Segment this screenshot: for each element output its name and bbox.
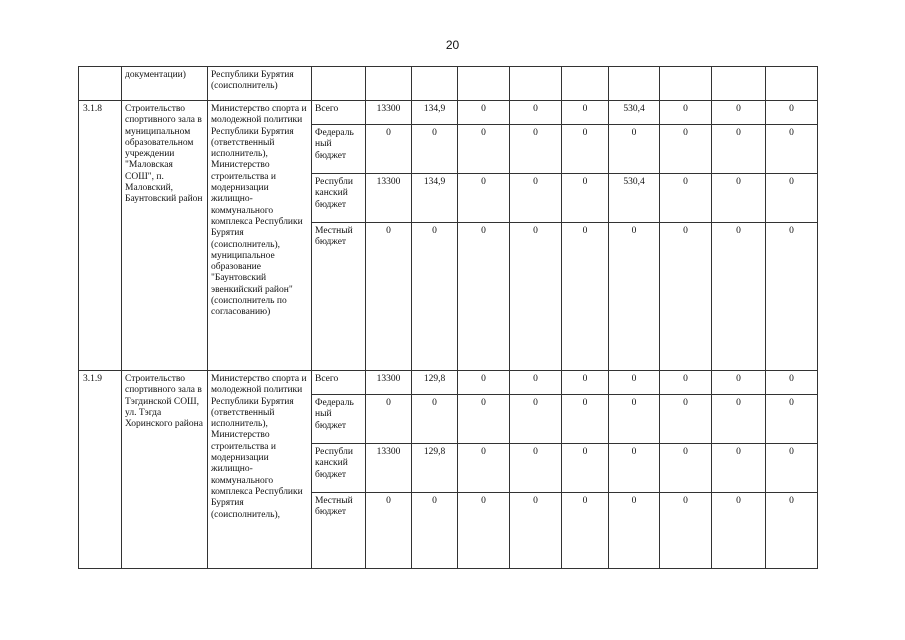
value-cell: 0 — [366, 493, 412, 569]
value-cell: 0 — [660, 444, 712, 493]
value-cell: 13300 — [366, 371, 412, 395]
value-cell: 530,4 — [609, 174, 660, 223]
value-cell: 0 — [412, 395, 458, 444]
value-cell: 0 — [510, 101, 562, 125]
value-cell: 134,9 — [412, 101, 458, 125]
value-cell: 0 — [609, 493, 660, 569]
measure-code: 3.1.9 — [79, 371, 122, 569]
executor-cell: Республики Бурятия (соисполнитель) — [208, 67, 312, 101]
code-cell — [79, 67, 122, 101]
value-cell: 0 — [510, 223, 562, 371]
value-cell: 0 — [412, 493, 458, 569]
value-cell: 0 — [458, 125, 510, 174]
value-cell: 0 — [562, 493, 609, 569]
value-cell: 0 — [562, 101, 609, 125]
value-cell: 0 — [562, 174, 609, 223]
value-cell: 0 — [458, 371, 510, 395]
value-cell: 0 — [712, 371, 766, 395]
value-cell: 0 — [510, 493, 562, 569]
measure-name: Строительство спортивного зала в муниципальном образовательном учреждении "Маловская СОШ", п. Маловский, Баунтовский район — [122, 101, 208, 371]
table-row-continuation — [79, 67, 818, 101]
value-cell: 0 — [766, 223, 818, 371]
value-cell: 0 — [660, 223, 712, 371]
measure-executor: Министерство спорта и молодежной политики Республики Бурятия (ответственный исполнитель), Министерство строительства и модернизации жилищно-коммунального комплекса Республики Бурятия (соисполнитель), муниципальное образование "Баунтовский эвенкийский район" (соисполнитель по согласованию) — [208, 101, 312, 371]
value-cell: 0 — [766, 174, 818, 223]
value-cell: 0 — [510, 174, 562, 223]
value-cell: 0 — [562, 125, 609, 174]
value-cell: 0 — [458, 101, 510, 125]
name-cell: документации) — [122, 67, 208, 101]
value-cell: 129,8 — [412, 371, 458, 395]
value-cell: 0 — [660, 174, 712, 223]
value-cell: 0 — [562, 371, 609, 395]
table-row — [79, 371, 818, 395]
value-cell: 0 — [766, 371, 818, 395]
source-label: Федераль ный бюджет — [312, 125, 366, 174]
value-cell: 0 — [412, 223, 458, 371]
value-cell: 0 — [510, 125, 562, 174]
value-cell: 0 — [712, 395, 766, 444]
source-label: Всего — [312, 101, 366, 125]
value-cell: 129,8 — [412, 444, 458, 493]
measure-name: Строительство спортивного зала в Тэгдинской СОШ, ул. Тэгда Хоринского района — [122, 371, 208, 569]
value-cell: 0 — [609, 125, 660, 174]
value-cell: 13300 — [366, 174, 412, 223]
value-cell: 13300 — [366, 101, 412, 125]
table-row — [79, 101, 818, 125]
value-cell: 0 — [660, 101, 712, 125]
value-cell: 0 — [458, 223, 510, 371]
value-cell: 0 — [562, 223, 609, 371]
value-cell: 0 — [510, 444, 562, 493]
value-cell: 0 — [458, 395, 510, 444]
value-cell: 0 — [766, 493, 818, 569]
source-label: Республи канский бюджет — [312, 174, 366, 223]
value-cell: 0 — [609, 371, 660, 395]
value-cell: 0 — [660, 493, 712, 569]
value-cell: 0 — [366, 223, 412, 371]
value-cell: 0 — [458, 174, 510, 223]
value-cell: 0 — [660, 395, 712, 444]
value-cell: 0 — [660, 125, 712, 174]
value-cell: 0 — [510, 371, 562, 395]
value-cell: 0 — [562, 395, 609, 444]
value-cell: 0 — [366, 395, 412, 444]
value-cell: 0 — [412, 125, 458, 174]
value-cell: 134,9 — [412, 174, 458, 223]
value-cell: 0 — [712, 493, 766, 569]
value-cell: 0 — [609, 395, 660, 444]
value-cell: 0 — [766, 395, 818, 444]
source-label: Федераль ный бюджет — [312, 395, 366, 444]
measure-code: 3.1.8 — [79, 101, 122, 371]
source-label: Республи канский бюджет — [312, 444, 366, 493]
source-label: Местный бюджет — [312, 493, 366, 569]
value-cell: 0 — [712, 125, 766, 174]
value-cell: 0 — [660, 371, 712, 395]
value-cell: 0 — [609, 223, 660, 371]
page-number: 20 — [445, 38, 460, 52]
value-cell: 0 — [712, 223, 766, 371]
value-cell: 0 — [712, 444, 766, 493]
value-cell: 0 — [712, 101, 766, 125]
budget-table — [78, 66, 818, 569]
value-cell: 13300 — [366, 444, 412, 493]
value-cell: 0 — [458, 444, 510, 493]
measure-executor: Министерство спорта и молодежной политики Республики Бурятия (ответственный исполнитель), Министерство строительства и модернизации жилищно-коммунального комплекса Республики Бурятия (соисполнитель), — [208, 371, 312, 569]
value-cell: 0 — [562, 444, 609, 493]
value-cell: 0 — [609, 444, 660, 493]
value-cell: 0 — [766, 125, 818, 174]
source-label: Всего — [312, 371, 366, 395]
value-cell: 530,4 — [609, 101, 660, 125]
value-cell: 0 — [458, 493, 510, 569]
value-cell: 0 — [712, 174, 766, 223]
value-cell: 0 — [766, 101, 818, 125]
source-label: Местный бюджет — [312, 223, 366, 371]
value-cell: 0 — [366, 125, 412, 174]
value-cell: 0 — [510, 395, 562, 444]
value-cell: 0 — [766, 444, 818, 493]
